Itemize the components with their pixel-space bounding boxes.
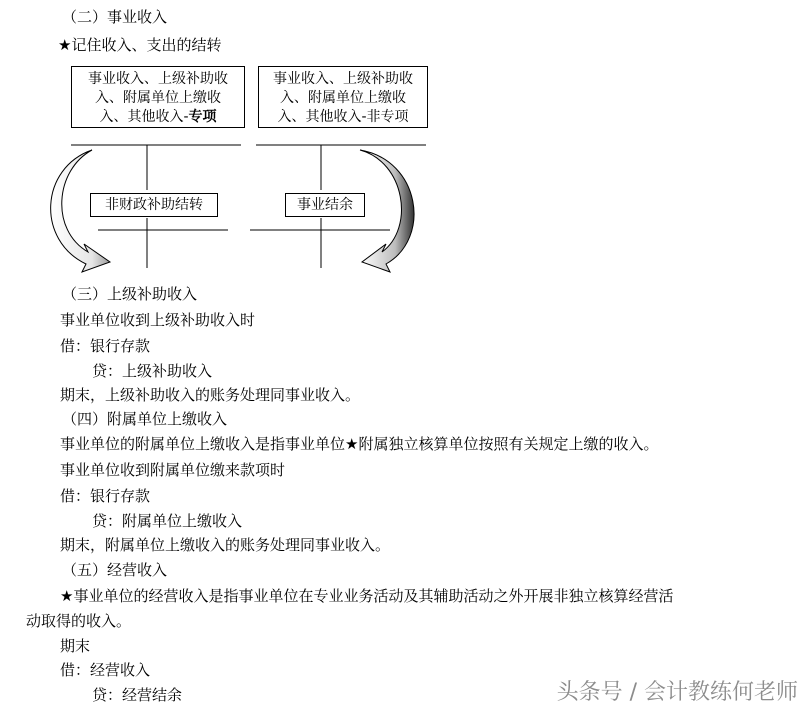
section-heading-2: （二）事业收入	[62, 8, 168, 26]
label-box-business-surplus: 事业结余	[285, 193, 365, 217]
watermark: 头条号 / 会计教练何老师	[556, 680, 798, 705]
box-line: 入、附属单位上缴收	[280, 90, 406, 106]
paragraph: 期末	[60, 637, 91, 655]
label-box-nonfiscal-carryover: 非财政补助结转	[90, 193, 218, 217]
carryover-arrow-right	[360, 150, 414, 272]
debit-line: 借：经营收入	[60, 661, 151, 679]
debit-line: 借：银行存款	[60, 337, 151, 355]
paragraph: 事业单位收到附属单位缴来款项时	[60, 461, 286, 479]
diagram-lines	[0, 0, 812, 300]
credit-line: 贷：附属单位上缴收入	[92, 512, 243, 530]
paragraph-continuation: 动取得的收入。	[26, 612, 132, 630]
box-line: 入、附属单位上缴收	[95, 90, 221, 106]
paragraph: 期末，上级补助收入的账务处理同事业收入。	[60, 386, 361, 404]
section-heading-3: （三）上级补助收入	[62, 285, 198, 303]
paragraph: 事业单位的附属单位上缴收入是指事业单位★附属独立核算单位按照有关规定上缴的收入。	[60, 435, 659, 453]
paragraph: 事业单位收到上级补助收入时	[60, 311, 256, 329]
section-heading-4: （四）附属单位上缴收入	[62, 410, 228, 428]
debit-line: 借：银行存款	[60, 487, 151, 505]
box-line: 事业收入、上级补助收	[88, 71, 228, 87]
credit-line: 贷：上级补助收入	[92, 362, 213, 380]
paragraph: ★事业单位的经营收入是指事业单位在专业业务活动及其辅助活动之外开展非独立核算经营活	[60, 587, 674, 605]
paragraph: 期末，附属单位上缴收入的账务处理同事业收入。	[60, 536, 391, 554]
section-heading-5: （五）经营收入	[62, 561, 168, 579]
star-note: ★记住收入、支出的结转	[58, 36, 222, 54]
credit-line: 贷：经营结余	[92, 686, 183, 704]
box-line: 事业收入、上级补助收	[273, 71, 413, 87]
box-line: 入、其他收入-非专项	[277, 109, 409, 125]
box-line-prefix: 入、其他收入-	[99, 109, 189, 125]
box-line-bold: 专项	[188, 109, 217, 125]
